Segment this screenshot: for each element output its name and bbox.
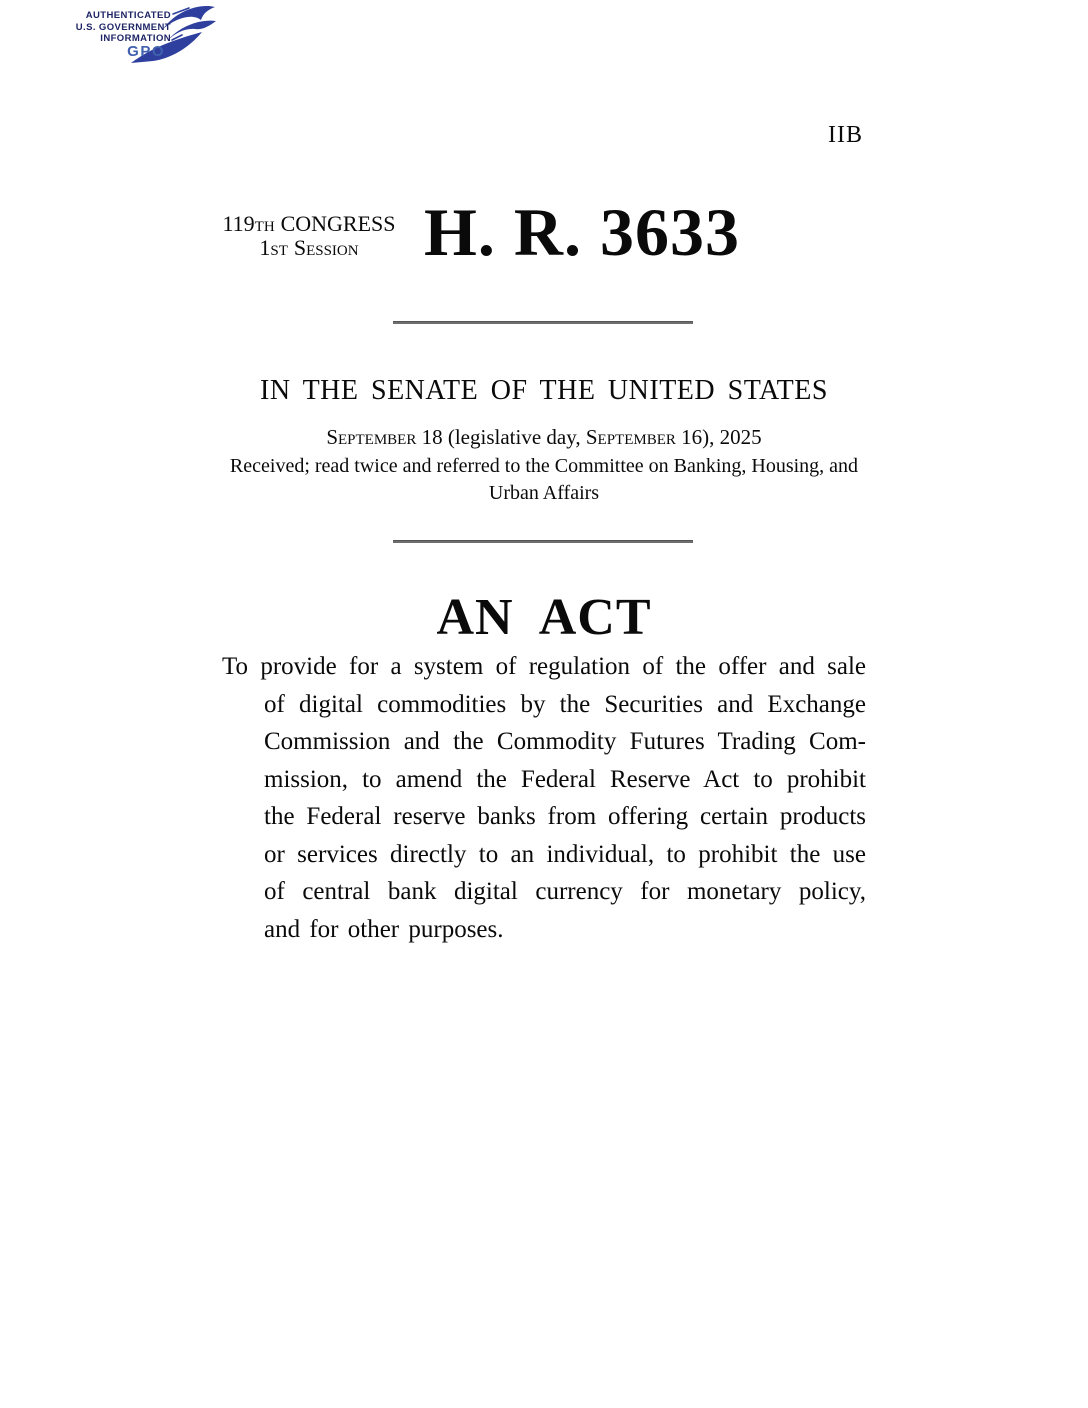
date-month-2: September xyxy=(585,425,676,449)
session-word: Session xyxy=(293,235,359,260)
act-long-title xyxy=(222,648,866,948)
gpo-authentication-logo xyxy=(75,3,217,69)
act-long-title-line: To provide for a system of regulation of the offer and sale xyxy=(222,653,866,680)
referral-note-line1: Received; read twice and referred to the Committee on Banking, Housing, and xyxy=(229,455,859,477)
act-long-title-line: or services directly to an individual, to prohibit the use xyxy=(264,840,866,868)
congress-word: CONGRESS xyxy=(280,211,396,236)
act-long-title-line: and for other purposes. xyxy=(264,915,504,943)
date-middle: 18 (legislative day, xyxy=(416,425,586,449)
calendar-mark: IIB xyxy=(828,122,863,148)
divider-rule-bottom xyxy=(393,540,693,543)
act-long-title-line: of digital commodities by the Securities and Exchange xyxy=(264,690,866,718)
action-date-line xyxy=(222,425,866,450)
referral-note xyxy=(222,453,866,507)
session-ordinal-suffix: st xyxy=(270,235,288,260)
session-line xyxy=(218,236,400,260)
congress-number: 119 xyxy=(222,211,255,236)
date-month-1: September xyxy=(326,425,417,449)
bill-number: H. R. 3633 xyxy=(424,194,740,270)
logo-caption-line1: AUTHENTICATED xyxy=(85,10,171,21)
congress-session-block xyxy=(218,212,400,260)
date-end: 16), 2025 xyxy=(675,425,762,449)
chamber-heading: IN THE SENATE OF THE UNITED STATES xyxy=(260,375,828,406)
referral-note-line2: Urban Affairs xyxy=(488,482,600,504)
congress-ordinal-suffix: th xyxy=(254,211,275,236)
divider-rule-top xyxy=(393,321,693,324)
logo-caption-line2: U.S. GOVERNMENT xyxy=(75,21,171,33)
logo-caption xyxy=(75,10,171,45)
session-number: 1 xyxy=(259,235,271,260)
gpo-wordmark: GPO xyxy=(127,43,165,60)
congress-line xyxy=(218,212,400,236)
act-title: AN ACT xyxy=(436,589,652,646)
act-long-title-line: Commission and the Commodity Futures Trading Com- xyxy=(264,728,866,755)
act-long-title-line: mission, to amend the Federal Reserve Act to prohibit xyxy=(264,765,866,793)
logo-caption-line3: INFORMATION xyxy=(100,33,171,44)
act-long-title-line: of central bank digital currency for monetary policy, xyxy=(264,878,866,905)
act-long-title-line: the Federal reserve banks from offering certain products xyxy=(264,803,866,830)
